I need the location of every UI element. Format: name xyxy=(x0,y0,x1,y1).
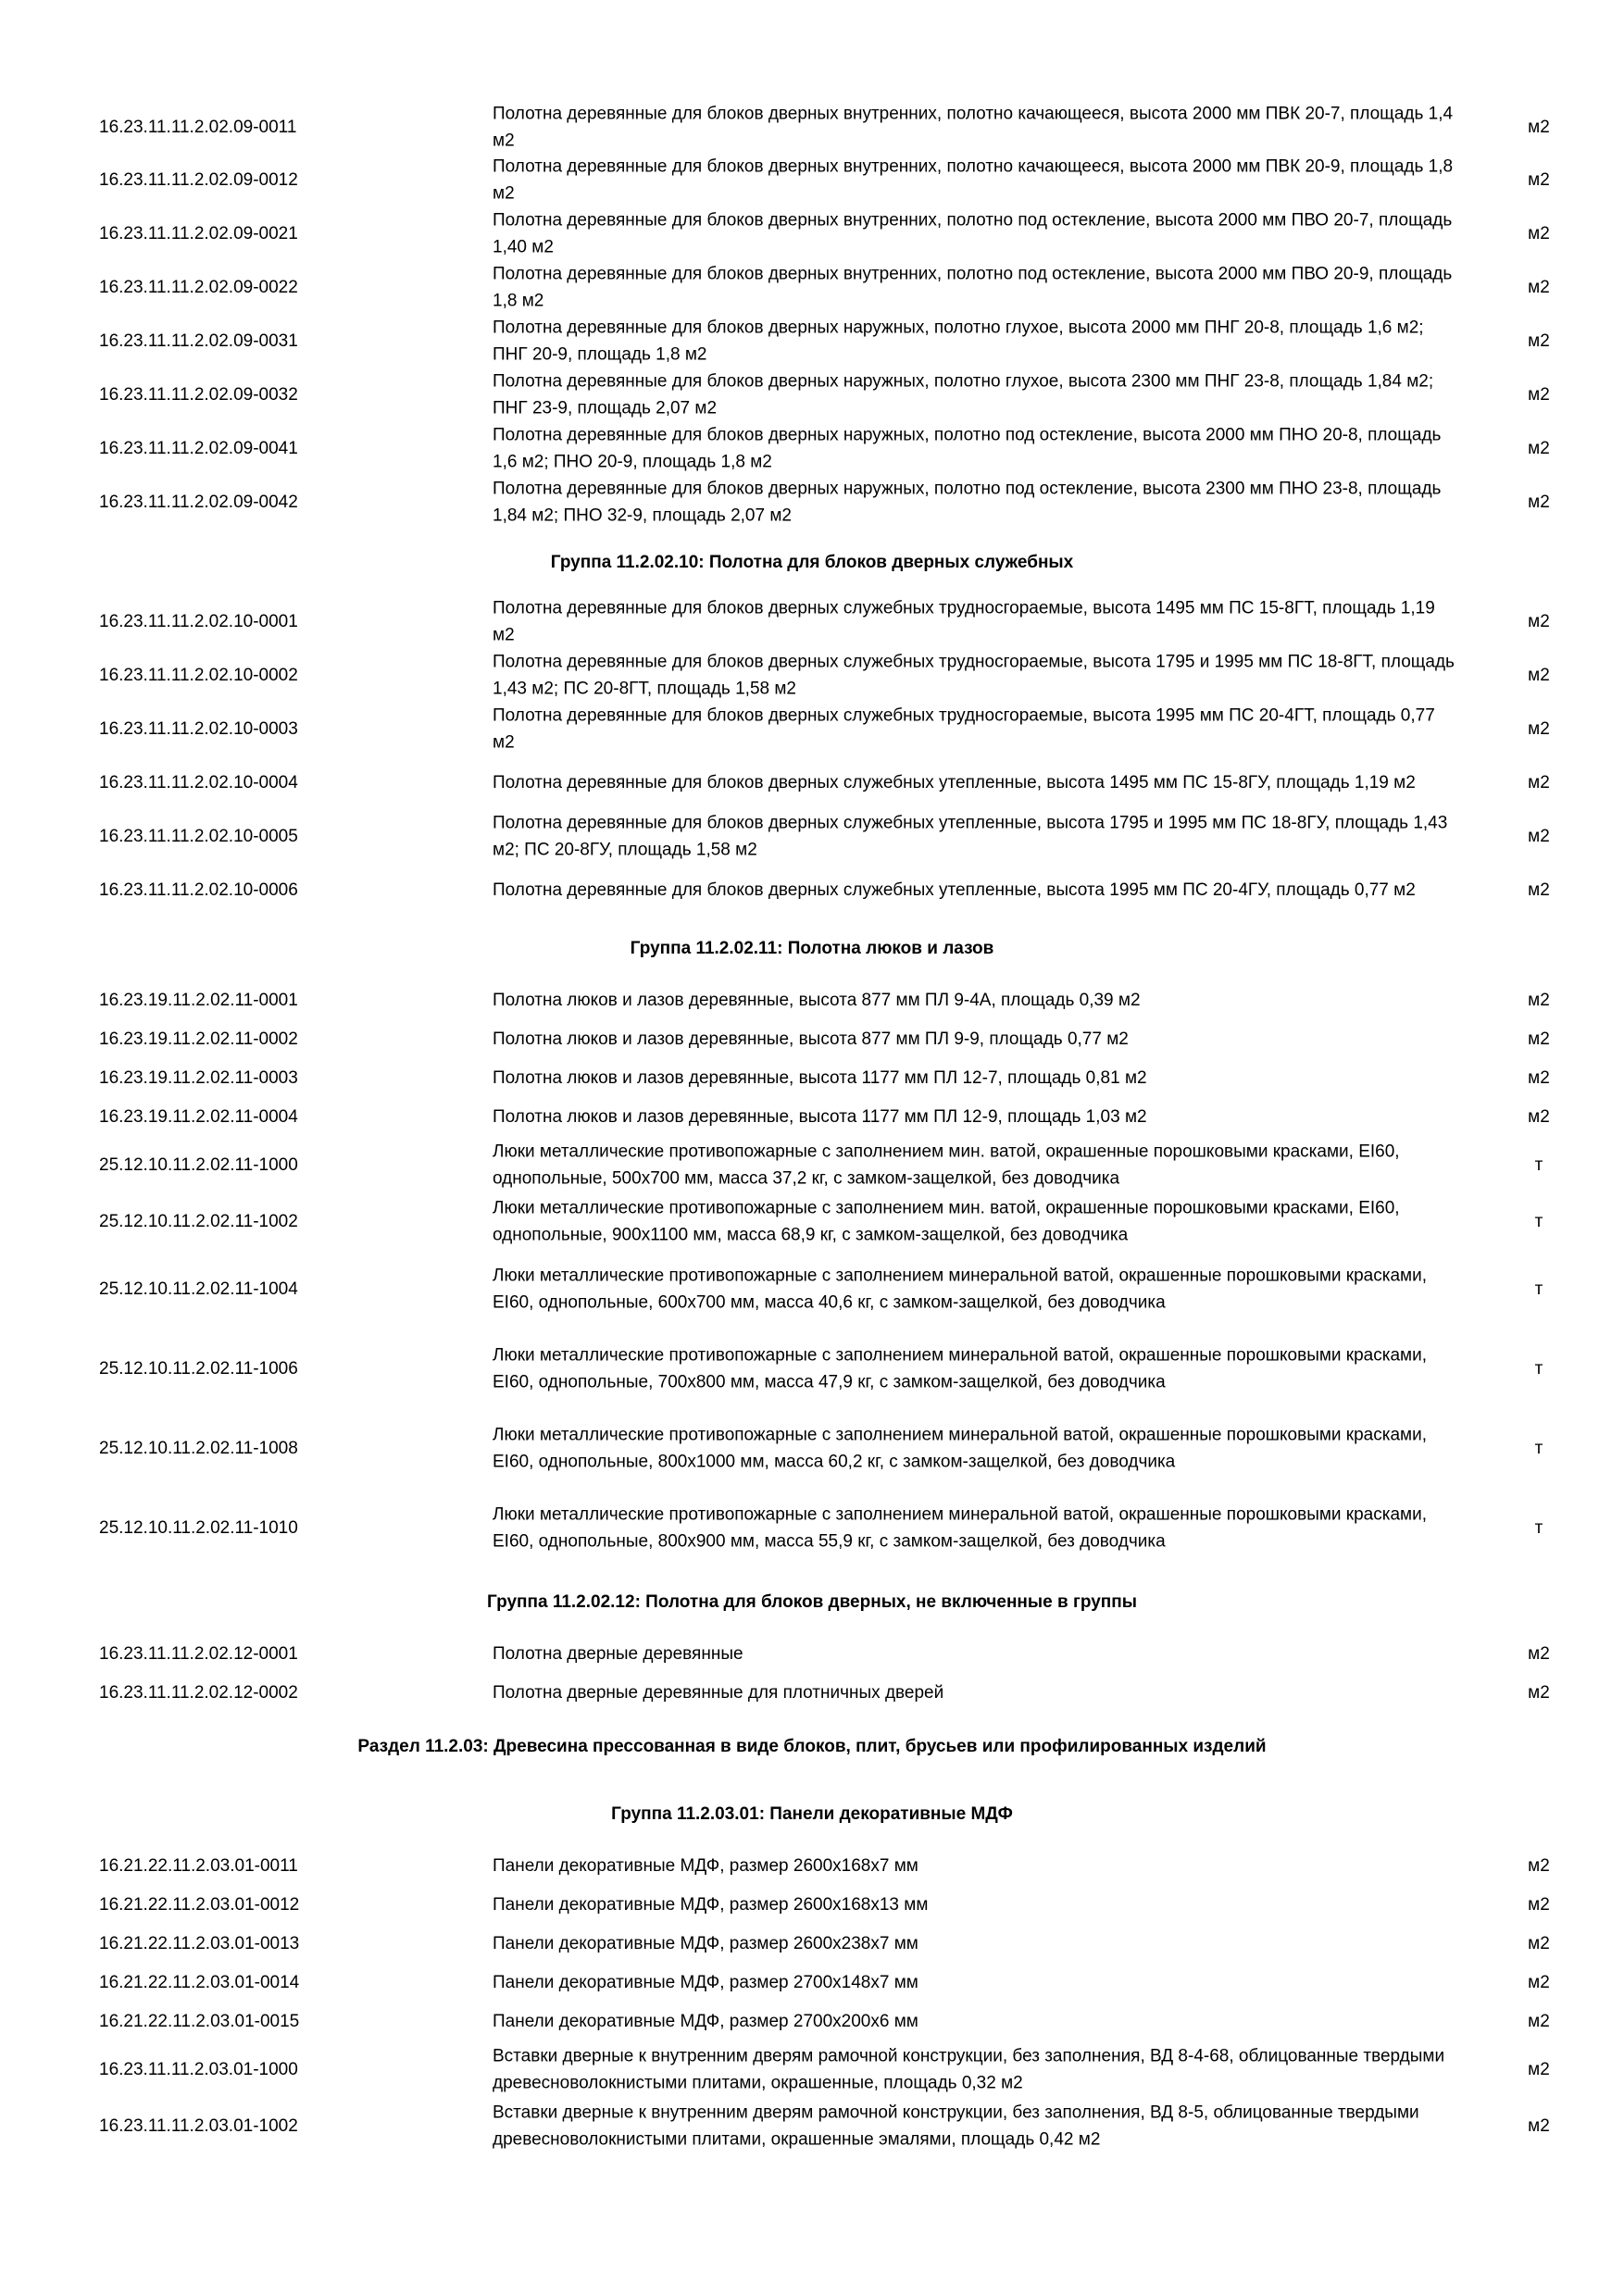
item-code: 16.23.11.11.2.02.09-0021 xyxy=(99,224,298,243)
item-code: 16.23.11.11.2.02.09-0042 xyxy=(99,493,298,512)
table-row xyxy=(0,1635,1624,1674)
table-row xyxy=(0,1020,1624,1059)
item-name: Полотна деревянные для блоков дверных внутренних, полотно под остекление, высота 2000 мм ПВО 20-7, площадь 1,40 м2 xyxy=(493,210,1453,256)
item-name: Люки металлические противопожарные с заполнением минеральной ватой, окрашенные порошковыми красками, EI60, однопольные, 800х900 мм, масса 55,9 кг, с замком-защелкой, без доводчика xyxy=(493,1504,1428,1551)
item-unit: м2 xyxy=(1528,1029,1550,1049)
item-code: 16.23.19.11.2.02.11-0001 xyxy=(99,991,298,1010)
item-name: Панели декоративные МДФ, размер 2600х168х13 мм xyxy=(493,1894,929,1915)
item-code: 16.23.11.11.2.02.09-0041 xyxy=(99,439,298,458)
item-name: Люки металлические противопожарные с заполнением мин. ватой, окрашенные порошковыми красками, EI60, однопольные, 500х700 мм, масса 37,2 кг, с замком-защелкой, без доводчика xyxy=(493,1142,1400,1188)
item-unit: м2 xyxy=(1528,2012,1550,2031)
item-unit: м2 xyxy=(1528,1683,1550,1703)
item-unit: м2 xyxy=(1528,224,1550,243)
item-unit: м2 xyxy=(1528,170,1550,190)
item-code: 16.23.11.11.2.02.10-0006 xyxy=(99,880,298,900)
table-row xyxy=(0,1250,1624,1329)
item-unit: т xyxy=(1534,1518,1543,1538)
item-name: Полотна люков и лазов деревянные, высота 1177 мм ПЛ 12-9, площадь 1,03 м2 xyxy=(493,1106,1147,1127)
item-name: Полотна деревянные для блоков дверных служебных трудносгораемые, высота 1995 мм ПС 20-4ГТ, площадь 0,77 м2 xyxy=(493,705,1435,752)
item-name: Полотна люков и лазов деревянные, высота 877 мм ПЛ 9-4А, площадь 0,39 м2 xyxy=(493,990,1141,1010)
table-row xyxy=(0,1329,1624,1409)
group-heading: Группа 11.2.02.11: Полотна люков и лазов xyxy=(630,939,994,958)
table-row xyxy=(0,595,1624,649)
item-unit: м2 xyxy=(1528,1644,1550,1664)
item-code: 25.12.10.11.2.02.11-1002 xyxy=(99,1212,298,1231)
item-unit: м2 xyxy=(1528,1856,1550,1876)
table-row xyxy=(0,1059,1624,1098)
item-name: Люки металлические противопожарные с заполнением минеральной ватой, окрашенные порошковыми красками, EI60, однопольные, 600х700 мм, масса 40,6 кг, с замком-защелкой, без доводчика xyxy=(493,1266,1428,1312)
table-row xyxy=(0,261,1624,315)
table-row xyxy=(0,703,1624,756)
item-unit: м2 xyxy=(1528,2060,1550,2079)
item-code: 16.23.11.11.2.03.01-1000 xyxy=(99,2060,298,2079)
item-code: 16.21.22.11.2.03.01-0011 xyxy=(99,1856,298,1876)
item-code: 16.23.11.11.2.02.10-0005 xyxy=(99,827,298,846)
item-name: Люки металлические противопожарные с заполнением минеральной ватой, окрашенные порошковыми красками, EI60, однопольные, 800х1000 мм, масса 60,2 кг, с замком-защелкой, без доводчика xyxy=(493,1425,1428,1471)
table-row xyxy=(0,1847,1624,1886)
item-code: 25.12.10.11.2.02.11-1010 xyxy=(99,1518,298,1538)
item-unit: м2 xyxy=(1528,1973,1550,1992)
item-name: Вставки дверные к внутренним дверям рамочной конструкции, без заполнения, ВД 8-4-68, облицованные твердыми древесноволокнистыми плитами, окрашенные, площадь 0,32 м2 xyxy=(493,2046,1445,2092)
item-name: Полотна дверные деревянные xyxy=(493,1643,743,1664)
item-unit: т xyxy=(1534,1359,1543,1379)
item-name: Полотна деревянные для блоков дверных служебных трудносгораемые, высота 1495 мм ПС 15-8ГТ, площадь 1,19 м2 xyxy=(493,598,1435,644)
item-code: 16.23.11.11.2.03.01-1002 xyxy=(99,2116,298,2136)
table-row xyxy=(0,1925,1624,1964)
table-row xyxy=(0,810,1624,864)
item-code: 16.23.11.11.2.02.09-0031 xyxy=(99,331,298,351)
table-row xyxy=(0,102,1624,154)
item-name: Полотна деревянные для блоков дверных наружных, полотно глухое, высота 2000 мм ПНГ 20-8, площадь 1,6 м2; ПНГ 20-9, площадь 1,8 м2 xyxy=(493,318,1424,364)
table-row xyxy=(0,207,1624,261)
item-unit: т xyxy=(1534,1212,1543,1231)
item-name: Панели декоративные МДФ, размер 2700х148х7 мм xyxy=(493,1972,918,1992)
item-unit: м2 xyxy=(1528,331,1550,351)
table-row xyxy=(0,2041,1624,2099)
item-unit: м2 xyxy=(1528,1895,1550,1915)
item-unit: т xyxy=(1534,1155,1543,1175)
item-unit: м2 xyxy=(1528,773,1550,792)
item-name: Полотна деревянные для блоков дверных служебных утепленные, высота 1795 и 1995 мм ПС 18-8ГУ, площадь 1,43 м2; ПС 20-8ГУ, площадь 1,58 м2 xyxy=(493,813,1448,859)
item-code: 25.12.10.11.2.02.11-1004 xyxy=(99,1279,298,1299)
item-code: 16.23.11.11.2.02.09-0022 xyxy=(99,278,298,297)
item-code: 16.23.11.11.2.02.09-0032 xyxy=(99,385,298,405)
item-name: Полотна люков и лазов деревянные, высота 877 мм ПЛ 9-9, площадь 0,77 м2 xyxy=(493,1029,1129,1049)
item-code: 16.21.22.11.2.03.01-0012 xyxy=(99,1895,300,1915)
table-row xyxy=(0,1194,1624,1250)
table-row xyxy=(0,649,1624,703)
item-name: Панели декоративные МДФ, размер 2600х238х7 мм xyxy=(493,1933,918,1953)
section-heading: Раздел 11.2.03: Древесина прессованная в виде блоков, плит, брусьев или профилированных изделий xyxy=(357,1737,1267,1756)
item-unit: м2 xyxy=(1528,385,1550,405)
item-name: Полотна деревянные для блоков дверных служебных трудносгораемые, высота 1795 и 1995 мм ПС 18-8ГТ, площадь 1,43 м2; ПС 20-8ГТ, площадь 1,58 м2 xyxy=(493,652,1455,698)
item-unit: м2 xyxy=(1528,1934,1550,1953)
table-row xyxy=(0,476,1624,530)
table-row xyxy=(0,1409,1624,1489)
item-code: 16.21.22.11.2.03.01-0013 xyxy=(99,1934,300,1953)
item-code: 25.12.10.11.2.02.11-1000 xyxy=(99,1155,298,1175)
table-row xyxy=(0,154,1624,207)
table-row xyxy=(0,981,1624,1020)
table-row xyxy=(0,315,1624,368)
item-code: 25.12.10.11.2.02.11-1006 xyxy=(99,1359,298,1379)
group-heading: Группа 11.2.02.12: Полотна для блоков дверных, не включенные в группы xyxy=(487,1592,1137,1612)
item-code: 16.23.11.11.2.02.10-0004 xyxy=(99,773,298,792)
item-name: Люки металлические противопожарные с заполнением минеральной ватой, окрашенные порошковыми красками, EI60, однопольные, 700х800 мм, масса 47,9 кг, с замком-защелкой, без доводчика xyxy=(493,1345,1428,1391)
item-name: Полотна деревянные для блоков дверных служебных утепленные, высота 1495 мм ПС 15-8ГУ, площадь 1,19 м2 xyxy=(493,772,1416,792)
item-name: Полотна деревянные для блоков дверных наружных, полотно под остекление, высота 2000 мм ПНО 20-8, площадь 1,6 м2; ПНО 20-9, площадь 1,8 м2 xyxy=(493,425,1442,471)
item-name: Полотна деревянные для блоков дверных служебных утепленные, высота 1995 мм ПС 20-4ГУ, площадь 0,77 м2 xyxy=(493,880,1416,900)
item-unit: м2 xyxy=(1528,278,1550,297)
table-row xyxy=(0,1964,1624,2003)
table-row xyxy=(0,2003,1624,2041)
item-code: 16.23.19.11.2.02.11-0004 xyxy=(99,1107,298,1127)
table-row xyxy=(0,1098,1624,1137)
item-unit: т xyxy=(1534,1439,1543,1458)
item-unit: м2 xyxy=(1528,1068,1550,1088)
item-unit: м2 xyxy=(1528,493,1550,512)
table-row xyxy=(0,1674,1624,1713)
item-unit: м2 xyxy=(1528,2116,1550,2136)
item-code: 16.23.19.11.2.02.11-0003 xyxy=(99,1068,298,1088)
item-name: Полотна дверные деревянные для плотничных дверей xyxy=(493,1682,944,1703)
item-code: 16.23.19.11.2.02.11-0002 xyxy=(99,1029,298,1049)
group-heading: Группа 11.2.03.01: Панели декоративные МДФ xyxy=(611,1804,1013,1824)
item-code: 16.23.11.11.2.02.09-0012 xyxy=(99,170,298,190)
item-code: 16.23.11.11.2.02.10-0002 xyxy=(99,666,298,685)
table-row xyxy=(0,1886,1624,1925)
item-unit: м2 xyxy=(1528,612,1550,631)
table-row xyxy=(0,422,1624,476)
table-row xyxy=(0,368,1624,422)
item-unit: т xyxy=(1534,1279,1543,1299)
item-name: Полотна деревянные для блоков дверных внутренних, полотно качающееся, высота 2000 мм ПВК 20-7, площадь 1,4 м2 xyxy=(493,104,1454,150)
item-unit: м2 xyxy=(1528,439,1550,458)
table-row xyxy=(0,2099,1624,2154)
item-name: Полотна деревянные для блоков дверных наружных, полотно под остекление, высота 2300 мм ПНО 23-8, площадь 1,84 м2; ПНО 32-9, площадь 2,07 м2 xyxy=(493,479,1442,525)
group-heading: Группа 11.2.02.10: Полотна для блоков дверных служебных xyxy=(550,553,1074,572)
item-code: 16.23.11.11.2.02.12-0002 xyxy=(99,1683,298,1703)
table-row xyxy=(0,864,1624,917)
table-row xyxy=(0,1489,1624,1568)
item-unit: м2 xyxy=(1528,827,1550,846)
item-unit: м2 xyxy=(1528,880,1550,900)
item-unit: м2 xyxy=(1528,1107,1550,1127)
item-name: Полотна деревянные для блоков дверных внутренних, полотно под остекление, высота 2000 мм ПВО 20-9, площадь 1,8 м2 xyxy=(493,264,1453,310)
item-unit: м2 xyxy=(1528,118,1550,137)
item-name: Полотна деревянные для блоков дверных внутренних, полотно качающееся, высота 2000 мм ПВК 20-9, площадь 1,8 м2 xyxy=(493,156,1454,203)
item-code: 16.23.11.11.2.02.10-0001 xyxy=(99,612,298,631)
item-code: 16.23.11.11.2.02.09-0011 xyxy=(99,118,297,137)
item-code: 16.23.11.11.2.02.12-0001 xyxy=(99,1644,298,1664)
item-code: 16.21.22.11.2.03.01-0014 xyxy=(99,1973,300,1992)
item-name: Вставки дверные к внутренним дверям рамочной конструкции, без заполнения, ВД 8-5, облицованные твердыми древесноволокнистыми плитами, окрашенные эмалями, площадь 0,42 м2 xyxy=(493,2103,1419,2149)
table-row xyxy=(0,756,1624,810)
table-row xyxy=(0,1137,1624,1194)
item-code: 16.23.11.11.2.02.10-0003 xyxy=(99,719,298,739)
item-unit: м2 xyxy=(1528,666,1550,685)
item-name: Полотна люков и лазов деревянные, высота 1177 мм ПЛ 12-7, площадь 0,81 м2 xyxy=(493,1067,1147,1088)
item-name: Люки металлические противопожарные с заполнением мин. ватой, окрашенные порошковыми красками, EI60, однопольные, 900х1100 мм, масса 68,9 кг, с замком-защелкой, без доводчика xyxy=(493,1198,1400,1244)
item-code: 16.21.22.11.2.03.01-0015 xyxy=(99,2012,300,2031)
item-name: Панели декоративные МДФ, размер 2600х168х7 мм xyxy=(493,1855,918,1876)
item-unit: м2 xyxy=(1528,719,1550,739)
item-name: Панели декоративные МДФ, размер 2700х200х6 мм xyxy=(493,2011,918,2031)
item-code: 25.12.10.11.2.02.11-1008 xyxy=(99,1439,298,1458)
item-unit: м2 xyxy=(1528,991,1550,1010)
item-name: Полотна деревянные для блоков дверных наружных, полотно глухое, высота 2300 мм ПНГ 23-8, площадь 1,84 м2; ПНГ 23-9, площадь 2,07 м2 xyxy=(493,371,1434,418)
